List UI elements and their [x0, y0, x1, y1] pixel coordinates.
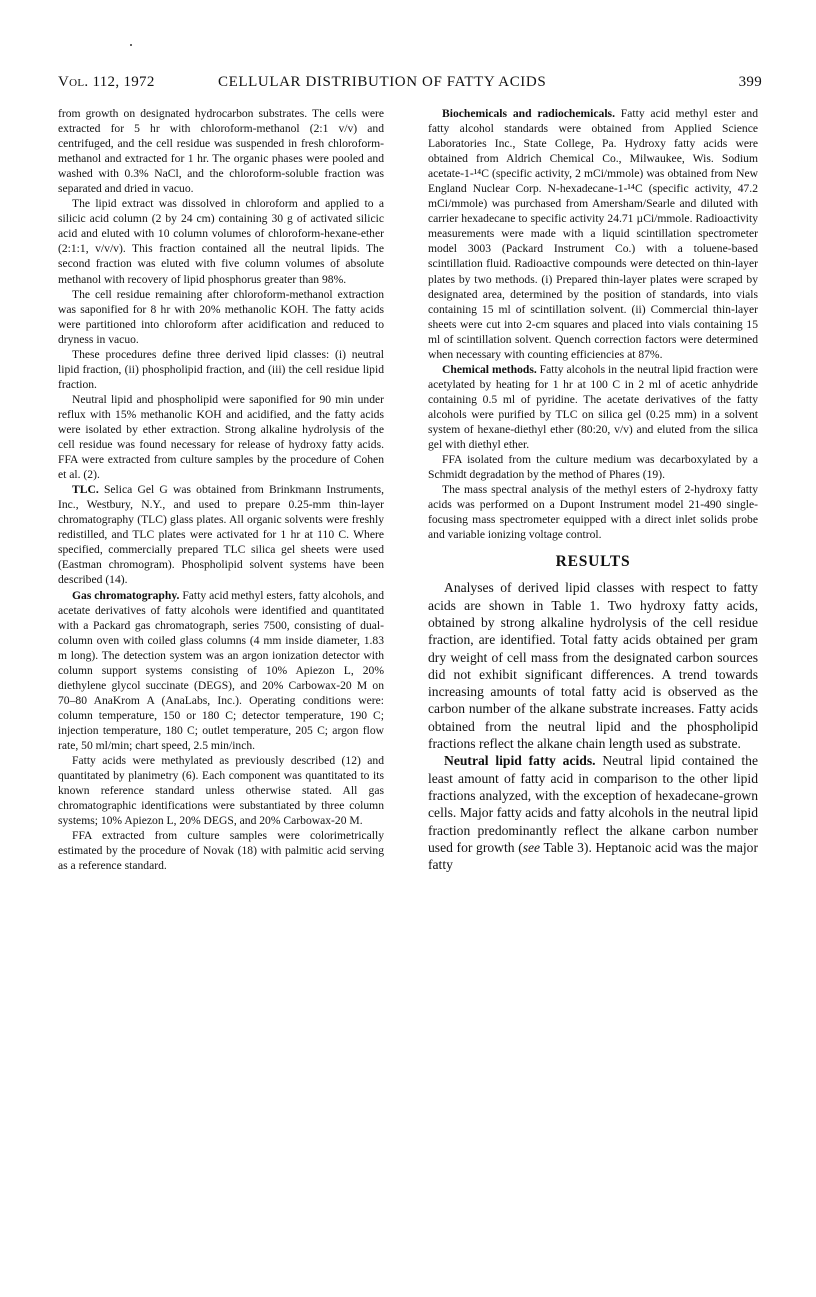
neutral-lipid-text-1: Neutral lipid contained the least amount of fatty acid in comparison to the other lipid fractions analyzed, with the exception of hexadecane-grown cells. Major fatty acids and fatty alcohols in the neutral lipid fraction predominantly reflect the alkane carbon number used for growth (: [428, 753, 758, 855]
paragraph-tlc: [58, 482, 384, 587]
volume-info: Vol. 112, 1972: [58, 74, 155, 90]
running-header: [58, 74, 762, 96]
paragraph-lipid-classes: These procedures define three derived lipid classes: (i) neutral lipid fraction, (ii) phospholipid fraction, and (iii) the cell residue lipid fraction.: [58, 347, 384, 391]
speck: [130, 44, 132, 46]
paragraph-gas-chromatography: [58, 588, 384, 754]
paragraph-silicic-column: The lipid extract was dissolved in chloroform and applied to a silicic acid column (2 by 24 cm) containing 30 g of activated silicic acid and eluted with 10 column volumes of chloroform-hexane-ether (2:1:1, v/v/v). This fraction contained all the neutral lipids. The second fraction was eluted with five column volumes of absolute methanol with recovery of lipid phosphorus greater than 98%.: [58, 197, 384, 286]
tlc-text: Selica Gel G was obtained from Brinkmann Instruments, Inc., Westbury, N.Y., and used to prepare 0.25-mm thin-layer chromatography (TLC) glass plates. All organic solvents were freshly redistilled, and TLC plates were activated for 1 hr at 110 C. Where specified, commercially prepared TLC silica gel sheets were used (Eastman chromogram). Phospholipid solvent systems have been described (14).: [58, 483, 384, 587]
chemical-methods-text: Fatty alcohols in the neutral lipid fraction were acetylated by heating for 1 hr at 100 C in 2 ml of acetic anhydride containing 0.5 ml of pyridine. The acetate derivatives of the fatty alcohols were purified by TLC on silica gel (0.25 mm) in a solvent system of hexane-diethyl ether (80:20, v/v) and eluted from the silica gel with diethyl ether.: [428, 362, 758, 452]
page-number: 399: [738, 74, 762, 90]
paragraph-decarboxylation: FFA isolated from the culture medium was decarboxylated by a Schmidt degradation by the method of Phares (19).: [428, 453, 758, 482]
paragraph-ffa-colorimetry: FFA extracted from culture samples were colorimetrically estimated by the procedure of Novak (18) with palmitic acid serving as a reference standard.: [58, 829, 384, 873]
paragraph-hydrolysis: Neutral lipid and phospholipid were saponified for 90 min under reflux with 15% methanolic KOH and acidified, and the fatty acids were isolated by ether extraction. Strong alkaline hydrolysis of the cell residue was found necessary for release of hydroxy fatty acids. FFA were extracted from culture samples by the procedure of Cohen et al. (2).: [58, 392, 384, 482]
running-title: CELLULAR DISTRIBUTION OF FATTY ACIDS: [218, 74, 547, 90]
results-body: [428, 579, 758, 873]
paragraph-biochemicals: [428, 106, 758, 362]
paragraph-chemical-methods: [428, 362, 758, 452]
biochemicals-text: Fatty acid methyl ester and fatty alcohol standards were obtained from Applied Science Laboratories Inc., State College, Pa. Hydroxy fatty acids were obtained from Aldrich Chemical Co., Milwaukee, Wis. Sodium acetate-1-¹⁴C (specific activity, 2 mCi/mmole) was obtained from New England Nuclear Corp. N-hexadecane-1-¹⁴C (specific activity, 47.2 mCi/mmole) was purchased from Amersham/Searle and diluted with carrier hexadecane to specific activity 24.71 µCi/mmole. Radioactivity measurements were made with a liquid scintillation spectrometer model 3003 (Packard Instrument Co.) with a toluene-based scintillation fluid. Radioactive compounds were detected on thin-layer plates by two methods. (i) Prepared thin-layer plates were scraped by designated area, determined by the position of standards, into vials containing 15 ml of scintillation solvent. (ii) Commercial thin-layer sheets were cut into 2-cm squares and placed into vials containing 15 ml of scintillation solvent. Quench correction factors were determined when necessary with counting efficiencies at 87%.: [428, 107, 758, 361]
paragraph-saponification: The cell residue remaining after chloroform-methanol extraction was saponified for 8 hr with 20% methanolic KOH. The fatty acids were partitioned into chloroform after acidification and reduced to dryness in vacuo.: [58, 287, 384, 346]
paragraph-mass-spectral: The mass spectral analysis of the methyl esters of 2-hydroxy fatty acids was performed on a Dupont Instrument model 21-490 single-focusing mass spectrometer equipped with a direct inlet solids probe and variable ionizing voltage control.: [428, 483, 758, 542]
results-heading: RESULTS: [555, 553, 631, 571]
neutral-lipid-text-2: Table 3). Heptanoic acid was the major fatty: [428, 839, 758, 873]
see-reference: see: [522, 839, 541, 855]
gas-chromatography-heading: Gas chromatography.: [72, 588, 180, 602]
biochemicals-heading: Biochemicals and radiochemicals.: [442, 107, 615, 120]
neutral-lipid-heading: Neutral lipid fatty acids.: [444, 753, 596, 769]
paragraph-results-overview: Analyses of derived lipid classes with respect to fatty acids are shown in Table 1. Two hydroxy fatty acids, obtained by strong alkaline hydrolysis of the cell residue fraction, are identified. Total fatty acids obtained per gram dry weight of cell mass from the designated carbon sources did not exhibit significant differences. A trend towards increasing amounts of total fatty acid is observed as the carbon number of the alkane substrate increases. Fatty acids obtained from the neutral lipid and the phospholipid fractions reflect the alkane chain length used as substrate.: [428, 580, 758, 752]
right-column: [428, 106, 758, 873]
tlc-heading: TLC.: [72, 483, 99, 497]
paragraph-neutral-lipid: [428, 752, 758, 873]
chemical-methods-heading: Chemical methods.: [442, 362, 537, 376]
left-column: [58, 106, 384, 873]
gas-chromatography-text: Fatty acid methyl esters, fatty alcohols, and acetate derivatives of fatty alcohols were identified and quantitated with a Packard gas chromatograph, series 7500, consisting of dual-column oven with coiled glass columns (4 mm inside diameter, 1.83 m long). The detection system was an argon ionization detector with column support systems consisting of 10% Apiezon L, 20% diethylene glycol succinate (DEGS), and 20% Carbowax-20 M on 70–80 AnaKrom A (AnaLabs, Inc.). Operating conditions were: column temperature, 150 or 180 C; detector temperature, 190 C; injection temperature, 180 C; outlet temperature, 205 C; argon flow rate, 50 ml/min; chart speed, 2.5 min/inch.: [58, 588, 385, 752]
paragraph-methylation: Fatty acids were methylated as previously described (12) and quantitated by planimetry (6). Each component was quantitated to its known reference standard unless otherwise stated. All gas chromatographic identifications were substantiated by three column systems; 10% Apiezon L, 20% DEGS, and 20% Carbowax-20 M.: [58, 754, 384, 828]
paragraph-extraction: from growth on designated hydrocarbon substrates. The cells were extracted for 5 hr with chloroform-methanol (2:1 v/v) and centrifuged, and the cell residue was suspended in fresh chloroform-methanol and extracted for 1 hr. The organic phases were pooled and washed with 0.3% NaCl, and the chloroform-soluble fraction was separated and dried in vacuo.: [58, 107, 384, 196]
